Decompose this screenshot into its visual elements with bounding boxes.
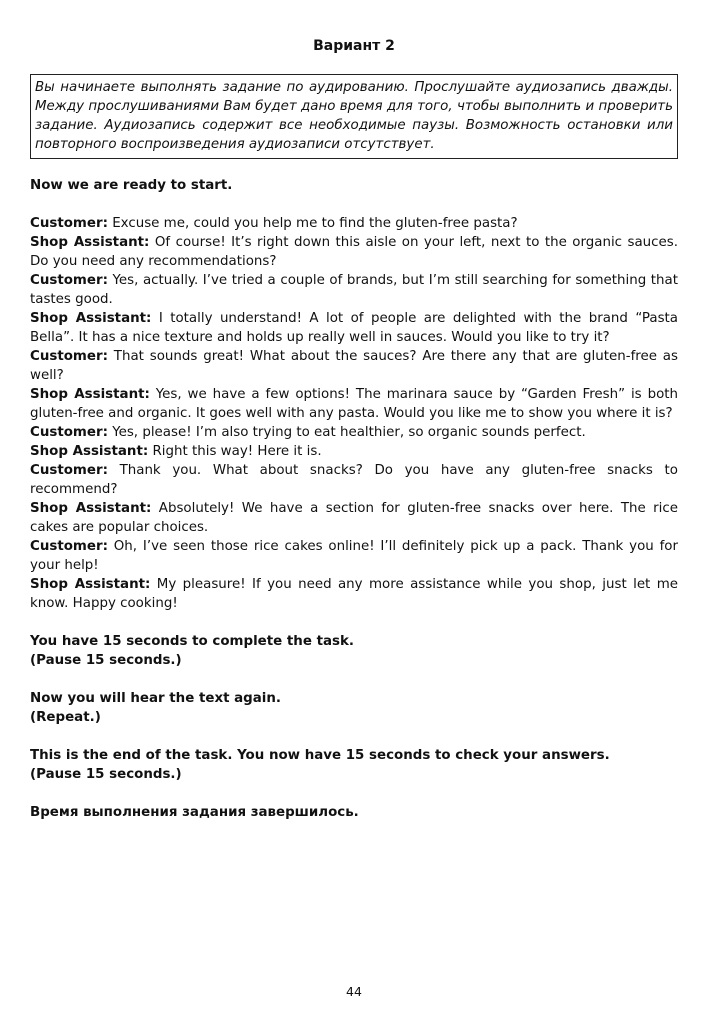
dialogue-text: Absolutely! We have a section for gluten-free snacks over here. The rice cakes are popular choices. xyxy=(30,501,678,535)
variant-title: Вариант 2 xyxy=(313,38,395,54)
speaker-label: Shop Assistant: xyxy=(30,387,150,402)
dialogue-text: Of course! It’s right down this aisle on your left, next to the organic sauces. Do you need any recommendations? xyxy=(30,235,679,269)
dialogue-line xyxy=(30,442,678,461)
dialogue-line xyxy=(30,271,678,309)
intro-line: Now we are ready to start. xyxy=(30,178,233,193)
dialogue-line xyxy=(30,233,678,271)
spacer xyxy=(30,195,678,214)
speaker-label: Customer: xyxy=(30,273,108,288)
dialogue-line xyxy=(30,499,678,537)
spacer xyxy=(30,727,678,746)
speaker-label: Customer: xyxy=(30,539,108,554)
dialogue-line xyxy=(30,385,678,423)
audio-script xyxy=(30,176,678,822)
dialogue-text: I totally understand! A lot of people are delighted with the brand “Pasta Bella”. It has a nice texture and holds up really well in sauces. Would you like to try it? xyxy=(30,311,679,345)
spacer xyxy=(30,613,678,632)
dialogue-text: Oh, I’ve seen those rice cakes online! I’ll definitely pick up a pack. Thank you for your help! xyxy=(30,539,678,573)
dialogue-text: Yes, please! I’m also trying to eat healthier, so organic sounds perfect. xyxy=(107,425,586,440)
repeat-instruction: (Repeat.) xyxy=(30,710,101,725)
dialogue-line xyxy=(30,575,678,613)
dialogue-line xyxy=(30,214,678,233)
dialogue-line xyxy=(30,537,678,575)
dialogue-line xyxy=(30,423,678,442)
dialogue-text: That sounds great! What about the sauces? Are there any that are gluten-free as well? xyxy=(30,349,678,383)
hear-again-instruction: Now you will hear the text again. xyxy=(30,691,282,706)
dialogue-text: Yes, we have a few options! The marinara sauce by “Garden Fresh” is both gluten-free and organic. It goes well with any pasta. Would you like me to show you where it is? xyxy=(30,387,678,421)
dialogue-text: Right this way! Here it is. xyxy=(148,444,322,459)
speaker-label: Customer: xyxy=(30,425,108,440)
speaker-label: Shop Assistant: xyxy=(30,501,152,516)
end-of-task-instruction: This is the end of the task. You now have 15 seconds to check your answers. xyxy=(30,748,610,763)
speaker-label: Shop Assistant: xyxy=(30,311,152,326)
speaker-label: Shop Assistant: xyxy=(30,444,149,459)
instruction-box: Вы начинаете выполнять задание по аудированию. Прослушайте аудиозапись дважды. Между прослушиваниями Вам будет дано время для того, чтобы выполнить и проверить задание. Аудиозапись содержит все необходимые паузы. Возможность остановки или повторного воспроизведения аудиозаписи отсутствует. xyxy=(30,74,678,159)
dialogue-line xyxy=(30,347,678,385)
dialogue-text: Yes, actually. I’ve tried a couple of brands, but I’m still searching for something that tastes good. xyxy=(30,273,678,307)
page-number: 44 xyxy=(346,984,362,999)
dialogue-line xyxy=(30,309,678,347)
pause-instruction: (Pause 15 seconds.) xyxy=(30,767,182,782)
spacer xyxy=(30,670,678,689)
pause-instruction: (Pause 15 seconds.) xyxy=(30,653,182,668)
dialogue-text: Excuse me, could you help me to find the gluten-free pasta? xyxy=(107,216,518,231)
speaker-label: Shop Assistant: xyxy=(30,235,150,250)
dialogue-line xyxy=(30,461,678,499)
speaker-label: Customer: xyxy=(30,349,108,364)
time-over-line: Время выполнения задания завершилось. xyxy=(30,805,359,820)
speaker-label: Customer: xyxy=(30,216,108,231)
dialogue-text: My pleasure! If you need any more assistance while you shop, just let me know. Happy cooking! xyxy=(30,577,678,611)
speaker-label: Shop Assistant: xyxy=(30,577,151,592)
dialogue-text: Thank you. What about snacks? Do you have any gluten-free snacks to recommend? xyxy=(30,463,678,497)
task-time-instruction: You have 15 seconds to complete the task. xyxy=(30,634,354,649)
speaker-label: Customer: xyxy=(30,463,108,478)
spacer xyxy=(30,784,678,803)
